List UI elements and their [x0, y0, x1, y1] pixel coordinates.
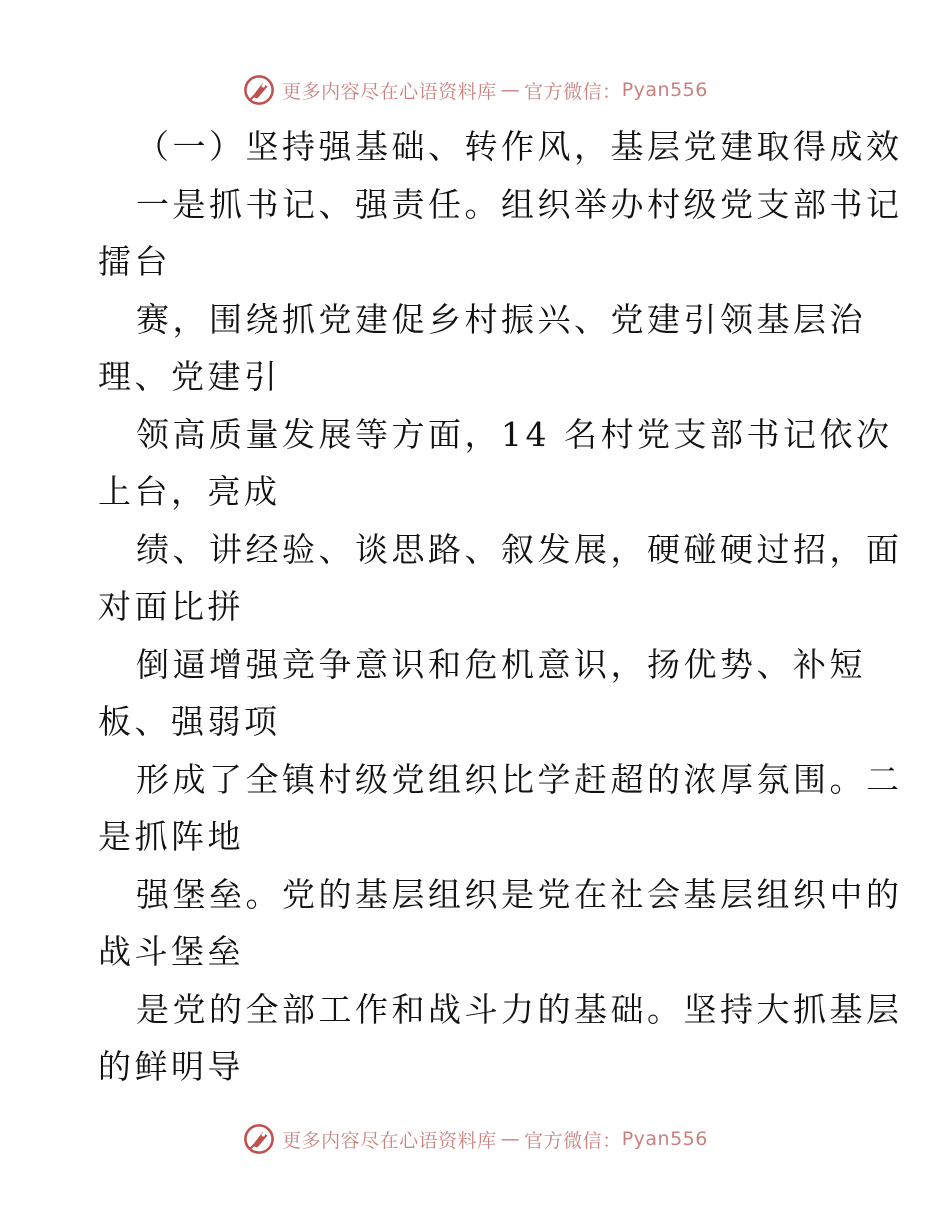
text-line: 战斗堡垒	[98, 932, 244, 971]
pen-nib-logo-icon	[242, 73, 276, 107]
text-line: 倒逼增强竞争意识和危机意识，扬优势、补短	[136, 644, 866, 684]
watermark-wechat-label: 官方微信：	[524, 1129, 622, 1152]
text-line: 绩、讲经验、谈思路、叙发展，硬碰硬过招，面	[136, 529, 903, 569]
text-line: 强堡垒。党的基层组织是党在社会基层组织中的	[136, 874, 903, 914]
text-line: 领高质量发展等方面，14 名村党支部书记依次	[136, 414, 893, 454]
watermark-wechat-label: 官方微信：	[524, 80, 622, 103]
watermark-wechat-id: Pyan556	[621, 1128, 708, 1150]
watermark-dash: —	[500, 1128, 521, 1150]
footer-watermark	[0, 1119, 950, 1159]
text-line: 对面比拼	[98, 587, 244, 626]
text-line: （一）坚持强基础、转作风，基层党建取得成效	[136, 127, 903, 166]
pen-nib-logo-icon	[242, 1122, 276, 1156]
text-line: 一是抓书记、强责任。组织举办村级党支部书记	[136, 184, 903, 224]
watermark-dash: —	[500, 79, 521, 101]
text-line: 是党的全部工作和战斗力的基础。坚持大抓基层	[136, 989, 903, 1029]
text-line: 是抓阵地	[98, 817, 244, 856]
text-line: 的鲜明导	[98, 1047, 244, 1086]
watermark-site-text: 更多内容尽在心语资料库	[282, 1129, 497, 1152]
header-watermark	[0, 70, 950, 110]
document-body	[98, 118, 903, 1096]
text-line: 赛，围绕抓党建促乡村振兴、党建引领基层治	[136, 299, 866, 339]
text-line: 理、党建引	[98, 357, 281, 396]
text-line: 上台，亮成	[98, 472, 281, 511]
watermark-wechat-id: Pyan556	[621, 79, 708, 101]
text-line: 形成了全镇村级党组织比学赶超的浓厚氛围。二	[136, 759, 903, 799]
text-line: 擂台	[98, 242, 171, 281]
watermark-site-text: 更多内容尽在心语资料库	[282, 80, 497, 103]
text-line: 板、强弱项	[98, 702, 281, 741]
